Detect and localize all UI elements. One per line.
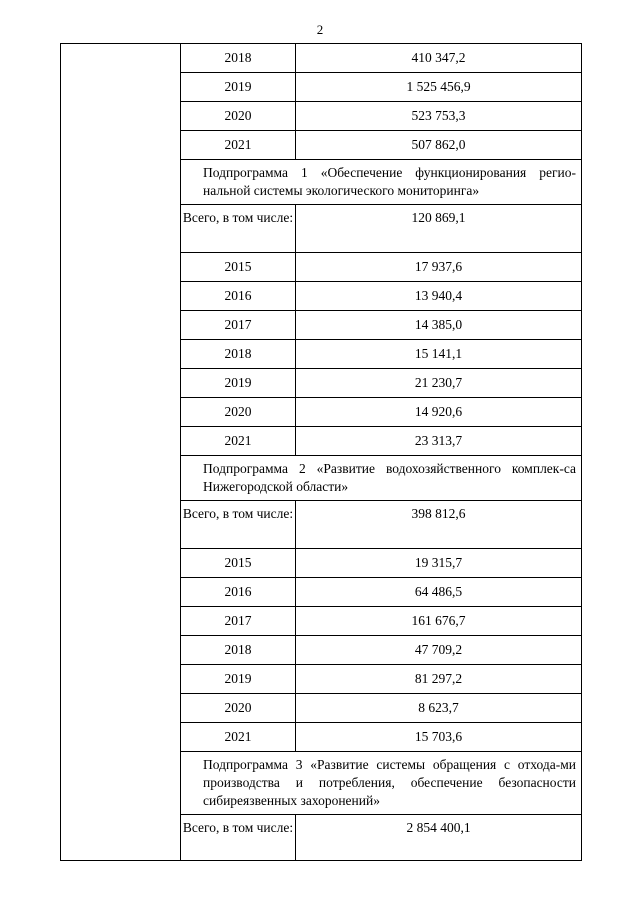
amount-cell: 15 703,6 bbox=[296, 723, 582, 752]
amount-cell: 161 676,7 bbox=[296, 607, 582, 636]
year-cell: 2019 bbox=[181, 369, 296, 398]
year-cell: 2018 bbox=[181, 44, 296, 73]
amount-cell: 8 623,7 bbox=[296, 694, 582, 723]
total-amount: 398 812,6 bbox=[296, 501, 582, 549]
year-cell: 2017 bbox=[181, 311, 296, 340]
page-number: 2 bbox=[316, 22, 324, 37]
funding-table bbox=[60, 43, 582, 861]
amount-cell: 523 753,3 bbox=[296, 102, 582, 131]
table-row bbox=[61, 44, 582, 73]
year-cell: 2018 bbox=[181, 636, 296, 665]
total-label: Всего, в том числе: bbox=[181, 205, 296, 253]
year-cell: 2021 bbox=[181, 131, 296, 160]
amount-cell: 64 486,5 bbox=[296, 578, 582, 607]
amount-cell: 14 920,6 bbox=[296, 398, 582, 427]
amount-cell: 13 940,4 bbox=[296, 282, 582, 311]
total-label: Всего, в том числе: bbox=[181, 815, 296, 861]
total-amount: 2 854 400,1 bbox=[296, 815, 582, 861]
year-cell: 2021 bbox=[181, 427, 296, 456]
amount-cell: 19 315,7 bbox=[296, 549, 582, 578]
amount-cell: 23 313,7 bbox=[296, 427, 582, 456]
amount-cell: 17 937,6 bbox=[296, 253, 582, 282]
year-cell: 2021 bbox=[181, 723, 296, 752]
year-cell: 2016 bbox=[181, 282, 296, 311]
amount-cell: 507 862,0 bbox=[296, 131, 582, 160]
total-amount: 120 869,1 bbox=[296, 205, 582, 253]
subprogram-3-title: Подпрограмма 3 «Развитие системы обращения с отхода-ми производства и потребления, обеспечение безопасности сибиреязвенных захоронений» bbox=[181, 752, 582, 815]
amount-cell: 15 141,1 bbox=[296, 340, 582, 369]
year-cell: 2020 bbox=[181, 398, 296, 427]
subprogram-2-title: Подпрограмма 2 «Развитие водохозяйственного комплек-са Нижегородской области» bbox=[181, 456, 582, 501]
year-cell: 2017 bbox=[181, 607, 296, 636]
year-cell: 2019 bbox=[181, 665, 296, 694]
year-cell: 2016 bbox=[181, 578, 296, 607]
amount-cell: 14 385,0 bbox=[296, 311, 582, 340]
amount-cell: 410 347,2 bbox=[296, 44, 582, 73]
year-cell: 2018 bbox=[181, 340, 296, 369]
amount-cell: 81 297,2 bbox=[296, 665, 582, 694]
total-label: Всего, в том числе: bbox=[181, 501, 296, 549]
year-cell: 2015 bbox=[181, 549, 296, 578]
amount-cell: 1 525 456,9 bbox=[296, 73, 582, 102]
subprogram-1-title: Подпрограмма 1 «Обеспечение функционирования регио-нальной системы экологического мониторинга» bbox=[181, 160, 582, 205]
left-empty-column bbox=[61, 44, 181, 861]
amount-cell: 47 709,2 bbox=[296, 636, 582, 665]
year-cell: 2020 bbox=[181, 694, 296, 723]
year-cell: 2015 bbox=[181, 253, 296, 282]
amount-cell: 21 230,7 bbox=[296, 369, 582, 398]
year-cell: 2019 bbox=[181, 73, 296, 102]
year-cell: 2020 bbox=[181, 102, 296, 131]
